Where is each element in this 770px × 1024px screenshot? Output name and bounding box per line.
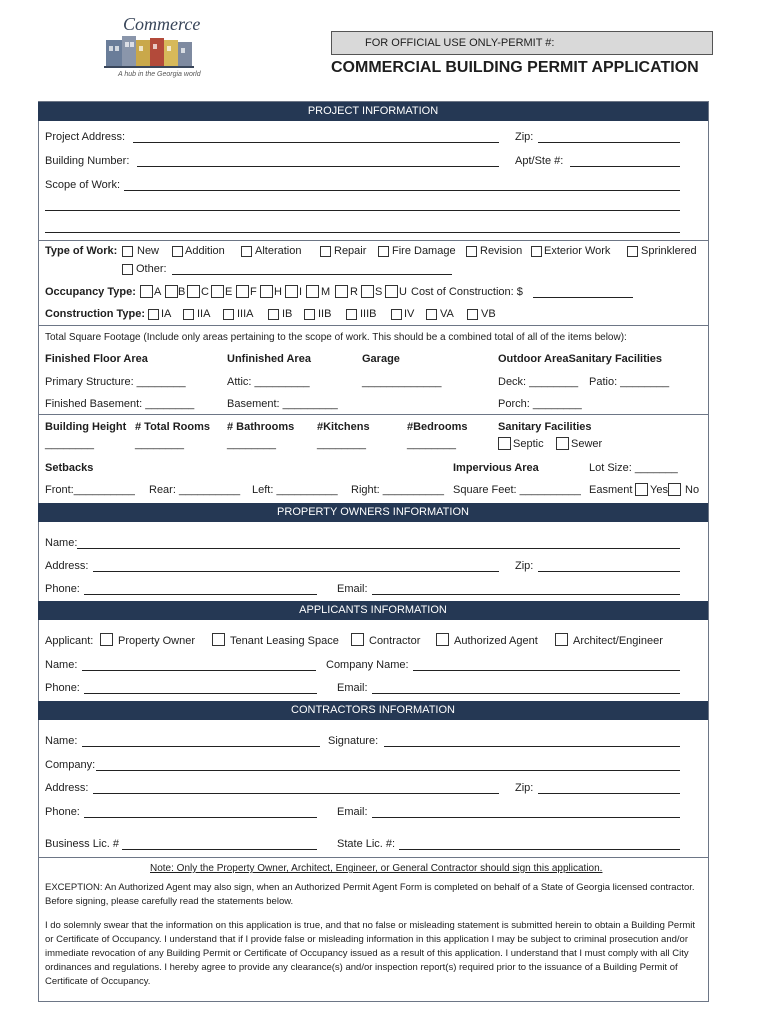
porch-field[interactable]: Porch: ________ [498,398,582,410]
contractor-signature-label: Signature: [328,735,379,747]
logo-tagline: A hub in the Georgia world [118,71,201,78]
logo-text: Commerce [123,14,201,34]
bathrooms-heading: # Bathrooms [227,421,295,433]
owner-name-label: Name: [45,537,78,549]
primary-structure-field[interactable]: Primary Structure: ________ [45,376,186,388]
construction-iiib-checkbox[interactable] [346,309,357,320]
contractor-email-field[interactable] [372,817,680,818]
work-exterior-checkbox[interactable] [531,246,542,257]
contractor-name-label: Name: [45,735,78,747]
applicant-owner-label: Property Owner [118,635,196,647]
finished-basement-field[interactable]: Finished Basement: ________ [45,398,195,410]
applicant-architect-label: Architect/Engineer [573,635,663,647]
work-new-checkbox[interactable] [122,246,133,257]
construction-vb-checkbox[interactable] [467,309,478,320]
sewer-checkbox[interactable] [556,437,569,450]
applicant-name-field[interactable] [82,670,316,671]
work-sprinklered-checkbox[interactable] [627,246,638,257]
right-field[interactable]: Right: __________ [351,484,444,496]
state-lic-label: State Lic. #: [337,838,396,850]
occupancy-e-label: E [225,286,233,298]
work-addition-checkbox[interactable] [172,246,183,257]
applicant-contractor-label: Contractor [369,635,421,647]
lot-size-field[interactable]: Lot Size: _______ [589,462,678,474]
oath-text: I do solemnly swear that the information on this application is true, and that no false or misleading statement is submitted herein to obtain a Building Permit or Certificate of Occupancy. I understand that if I provide false or misleading information in this application I may be subject to criminal prosecution and/or immediate revocation of any Building Permit or Certificate of Occupancy issued as a result of this application. I understand that I must comply with all City ordinances and regulations. I hereby agree to provide any clearance(s) and/or inspection report(s) required prior to the issuance of a Building Permit of Certificate of Occupancy. [45,920,696,987]
occupancy-e-checkbox[interactable] [211,285,224,298]
divider [38,240,708,241]
form-title: COMMERCIAL BUILDING PERMIT APPLICATION [331,59,699,76]
owner-name-field[interactable] [77,548,680,549]
occupancy-c-checkbox[interactable] [187,285,200,298]
divider [38,325,708,326]
scope-field-1[interactable] [124,190,680,191]
applicant-name-label: Name: [45,659,78,671]
project-address-field[interactable] [133,142,499,143]
contractor-phone-field[interactable] [84,817,317,818]
work-alteration-label: Alteration [255,245,302,257]
applicant-agent-label: Authorized Agent [454,635,538,647]
section-project: PROJECT INFORMATION [38,102,708,121]
work-revision-checkbox[interactable] [466,246,477,257]
construction-vb-label: VB [481,308,496,320]
apt-field[interactable] [570,166,680,167]
sqft-intro: Total Square Footage (Include only areas pertaining to the scope of work. This should be a combined total of all of the items below): [45,332,627,343]
garage-field[interactable]: _____________ [362,376,442,388]
scope-label: Scope of Work: [45,179,120,191]
contractor-company-label: Company: [45,759,96,771]
work-fire-damage-checkbox[interactable] [378,246,389,257]
basement-field[interactable]: Basement: _________ [227,398,338,410]
apt-label: Apt/Ste #: [515,155,564,167]
attic-field[interactable]: Attic: _________ [227,376,310,388]
applicant-label: Applicant: [45,635,94,647]
deck-field[interactable]: Deck: ________ [498,376,579,388]
sewer-label: Sewer [571,438,603,450]
construction-iv-checkbox[interactable] [391,309,402,320]
section-owners: PROPERTY OWNERS INFORMATION [38,503,708,522]
impervious-heading: Impervious Area [453,462,539,474]
cost-field[interactable] [533,297,633,298]
exception-text: EXCEPTION: An Authorized Agent may also sign, when an Authorized Permit Agent Form is completed on behalf of a State of Georgia licensed contractor. Before signing, please carefully read the statements below. [45,882,695,907]
work-other-field[interactable] [172,274,452,275]
cost-label: Cost of Construction: $ [411,286,523,298]
owner-email-field[interactable] [372,594,680,595]
building-number-field[interactable] [137,166,499,167]
building-height-heading: Building Height [45,421,127,433]
building-number-label: Building Number: [45,155,130,167]
occupancy-h-label: H [274,286,282,298]
applicant-phone-field[interactable] [84,693,317,694]
occupancy-u-label: U [399,286,407,298]
project-address-label: Project Address: [45,131,126,143]
patio-field[interactable]: Patio: ________ [589,376,670,388]
work-type-label: Type of Work: [45,245,118,257]
applicant-architect-checkbox[interactable] [555,633,568,646]
official-use-label: FOR OFFICIAL USE ONLY-PERMIT #: [365,37,555,49]
construction-iib-checkbox[interactable] [304,309,315,320]
divider [38,414,708,415]
kitchens-field[interactable]: ________ [317,438,366,450]
construction-iia-label: IIA [197,308,211,320]
project-zip-field[interactable] [538,142,680,143]
applicant-contractor-checkbox[interactable] [351,633,364,646]
work-sprinklered-label: Sprinklered [641,245,697,257]
business-lic-field[interactable] [122,849,317,850]
divider [38,857,708,858]
construction-ib-label: IB [282,308,293,320]
contractor-name-field[interactable] [82,746,320,747]
easment-label: Easment [589,484,633,496]
unfinished-heading: Unfinished Area [227,353,311,365]
owner-phone-label: Phone: [45,583,80,595]
construction-ia-checkbox[interactable] [148,309,159,320]
section-contractors: CONTRACTORS INFORMATION [38,701,708,720]
septic-checkbox[interactable] [498,437,511,450]
garage-heading: Garage [362,353,400,365]
work-new-label: New [137,245,160,257]
construction-iiia-label: IIIA [237,308,254,320]
bathrooms-field[interactable]: ________ [227,438,276,450]
occupancy-m-label: M [321,286,331,298]
owner-phone-field[interactable] [84,594,317,595]
work-alteration-checkbox[interactable] [241,246,252,257]
bedrooms-heading: #Bedrooms [407,421,468,433]
occupancy-i-label: I [299,286,303,298]
occupancy-s-label: S [375,286,383,298]
occupancy-c-label: C [201,286,209,298]
occupancy-f-checkbox[interactable] [236,285,249,298]
construction-va-checkbox[interactable] [426,309,437,320]
contractor-email-label: Email: [337,806,368,818]
bedrooms-field[interactable]: ________ [407,438,456,450]
occupancy-a-label: A [154,286,162,298]
left-field[interactable]: Left: __________ [252,484,338,496]
scope-field-3[interactable] [45,232,680,233]
total-rooms-heading: # Total Rooms [135,421,210,433]
contractor-address-field[interactable] [93,793,499,794]
contractor-phone-label: Phone: [45,806,80,818]
setbacks-heading: Setbacks [45,462,94,474]
work-other-checkbox[interactable] [122,264,133,275]
construction-iiib-label: IIIB [360,308,377,320]
occupancy-m-checkbox[interactable] [306,285,319,298]
applicant-email-field[interactable] [372,693,680,694]
occupancy-b-label: B [178,286,186,298]
contractor-zip-label: Zip: [515,782,534,794]
occupancy-r-checkbox[interactable] [335,285,348,298]
easment-yes-label: Yes [650,484,668,496]
construction-label: Construction Type: [45,308,146,320]
easment-no-label: No [685,484,700,496]
occupancy-h-checkbox[interactable] [260,285,273,298]
construction-iia-checkbox[interactable] [183,309,194,320]
applicant-owner-checkbox[interactable] [100,633,113,646]
owner-zip-field[interactable] [538,571,680,572]
easment-no-checkbox[interactable] [668,483,681,496]
occupancy-b-checkbox[interactable] [165,285,178,298]
section-applicants: APPLICANTS INFORMATION [38,601,708,620]
applicant-tenant-checkbox[interactable] [212,633,225,646]
septic-label: Septic [513,438,544,450]
owner-address-label: Address: [45,560,89,572]
rear-field[interactable]: Rear: __________ [149,484,241,496]
occupancy-r-label: R [350,286,358,298]
construction-iv-label: IV [404,308,415,320]
sanitary-heading: Sanitary Facilities [498,421,592,433]
finished-floor-heading: Finished Floor Area [45,353,148,365]
owner-zip-label: Zip: [515,560,534,572]
contractor-signature-field[interactable] [384,746,680,747]
construction-va-label: VA [440,308,454,320]
occupancy-s-checkbox[interactable] [361,285,374,298]
applicant-phone-label: Phone: [45,682,80,694]
occupancy-a-checkbox[interactable] [140,285,153,298]
construction-iiia-checkbox[interactable] [223,309,234,320]
construction-iib-label: IIB [318,308,332,320]
occupancy-f-label: F [250,286,257,298]
applicant-company-field[interactable] [413,670,680,671]
applicant-tenant-label: Tenant Leasing Space [230,635,339,647]
applicant-company-label: Company Name: [326,659,409,671]
applicant-agent-checkbox[interactable] [436,633,449,646]
work-addition-label: Addition [185,245,225,257]
contractor-zip-field[interactable] [538,793,680,794]
contractor-address-label: Address: [45,782,89,794]
business-lic-label: Business Lic. # [45,838,119,850]
contractor-company-field[interactable] [96,770,680,771]
scope-field-2[interactable] [45,210,680,211]
outdoor-heading: Outdoor AreaSanitary Facilities [498,353,663,365]
building-height-field[interactable]: ________ [45,438,94,450]
occupancy-label: Occupancy Type: [45,286,136,298]
construction-ib-checkbox[interactable] [268,309,279,320]
work-repair-checkbox[interactable] [320,246,331,257]
work-revision-label: Revision [480,245,523,257]
work-other-label: Other: [136,263,167,275]
owner-address-field[interactable] [93,571,499,572]
kitchens-heading: #Kitchens [317,421,370,433]
project-zip-label: Zip: [515,131,534,143]
total-rooms-field[interactable]: ________ [135,438,184,450]
owner-email-label: Email: [337,583,368,595]
work-repair-label: Repair [334,245,367,257]
easment-yes-checkbox[interactable] [635,483,648,496]
work-fire-damage-label: Fire Damage [392,245,456,257]
applicant-email-label: Email: [337,682,368,694]
square-feet-field[interactable]: Square Feet: __________ [453,484,581,496]
occupancy-u-checkbox[interactable] [385,285,398,298]
front-field[interactable]: Front:__________ [45,484,135,496]
state-lic-field[interactable] [399,849,680,850]
signature-note: Note: Only the Property Owner, Architect, Engineer, or General Contractor should sign this application. [150,863,603,874]
occupancy-i-checkbox[interactable] [285,285,298,298]
construction-ia-label: IA [161,308,172,320]
work-exterior-label: Exterior Work [544,245,611,257]
